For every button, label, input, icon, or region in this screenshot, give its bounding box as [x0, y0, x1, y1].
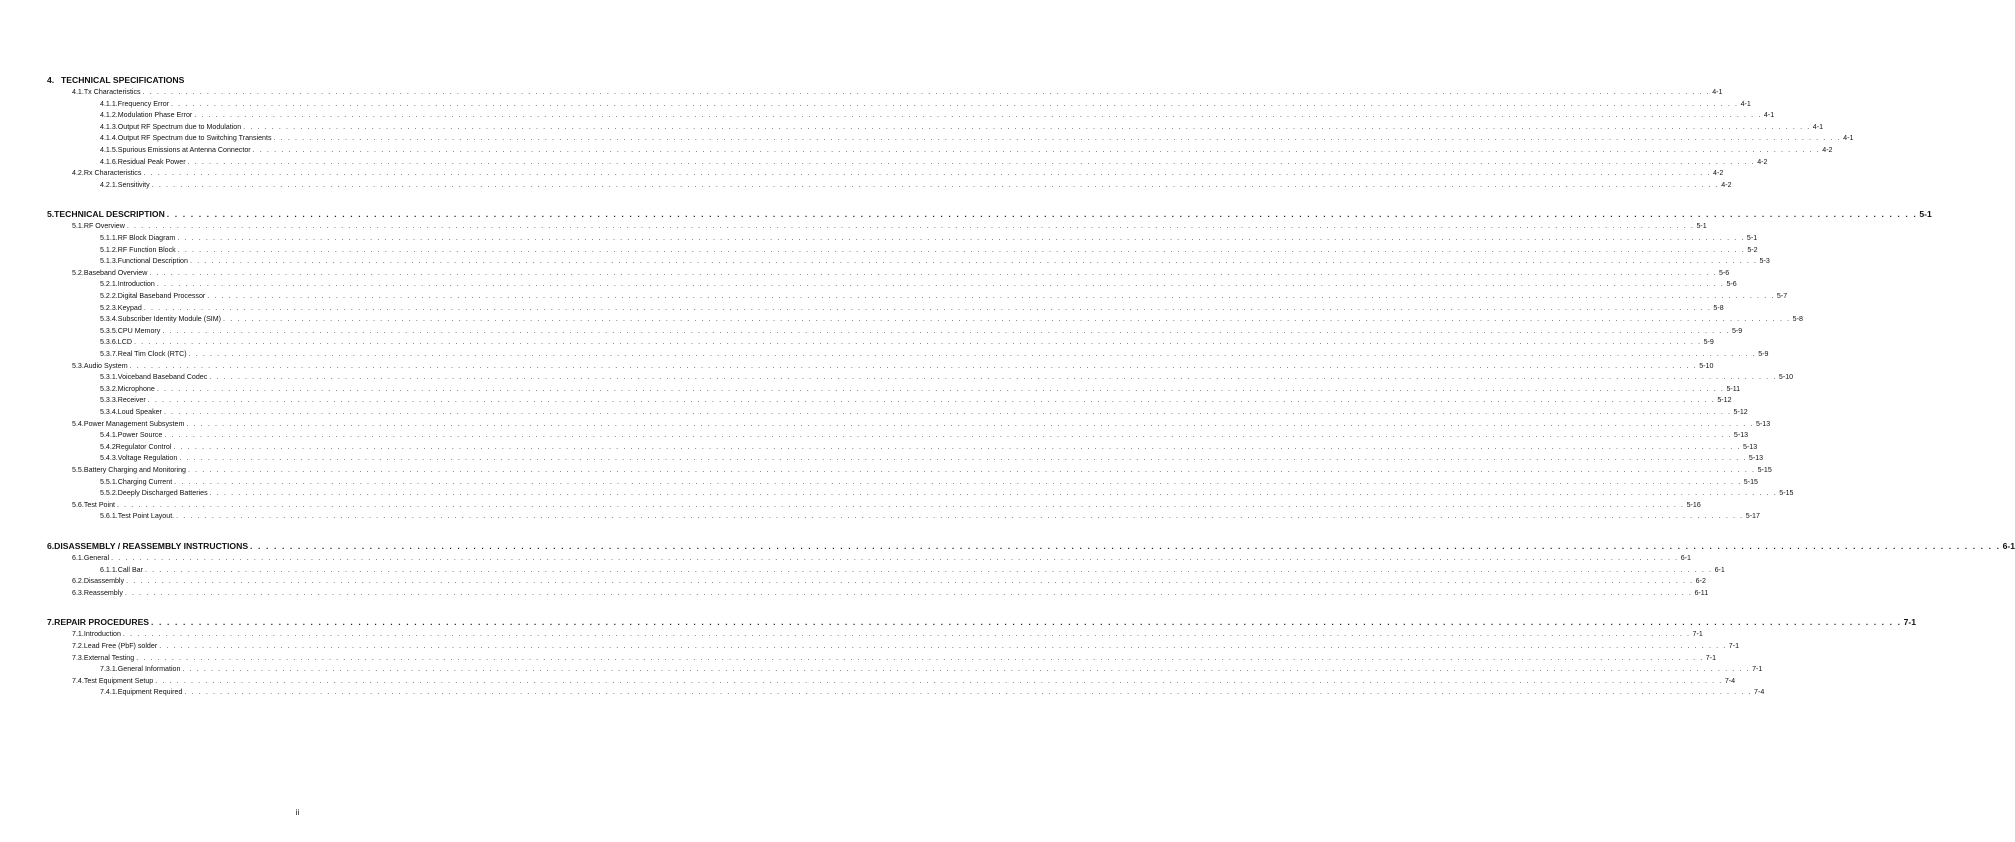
toc-entry-number: 7.3.	[72, 653, 84, 662]
page-number: ii	[295, 808, 300, 817]
toc-entry-number: 5.3.	[72, 361, 84, 370]
dot-leader: . . . . . . . . . . . . . . . . . . . . . . . . . . . . . . . . . . . . . . . . . . . . . . . . . . . . . . . . . . . . . . . . . . . . . . . . . . . . . . . . . . . . . . . . . . . . . . . . . . . . . . . . . . . . . . . . . . . . . . . . . . . . . . . . . . . . . . . . . . . . . . . . . . . . . . . . . . . . . . . . . . . . . . . . . . . . . . . . . . . . . . . . . . . . . . . . . . . . . . . . . . . . . . . . . . . . . . . . . . . .	[164, 431, 1732, 440]
toc-entry-title: Spurious Emissions at Antenna Connector	[117, 146, 251, 154]
toc-entry-number: 7.1.	[72, 630, 84, 639]
dot-leader: . . . . . . . . . . . . . . . . . . . . . . . . . . . . . . . . . . . . . . . . . . . . . . . . . . . . . . . . . . . . . . . . . . . . . . . . . . . . . . . . . . . . . . . . . . . . . . . . . . . . . . . . . . . . . . . . . . . . . . . . . . . . . . . . . . . . . . . . . . . . . . . . . . . . . . . . . . . . . . . . . . . . . . . . . . . . . . . . . . . . . . . . . . . . . . . . . . . . . . . . . . . . . . . . . . . . . . . . . . . .	[184, 688, 1753, 697]
toc-entry-number: 6.2.	[72, 577, 84, 586]
toc-entry-number: 5.1.2.	[100, 245, 118, 254]
toc-entry-number: 4.1.4.	[100, 134, 118, 143]
toc-entry-number: 5.2.2.	[100, 292, 118, 300]
toc-entry-page: 4-1	[1843, 134, 1854, 143]
toc-entry-title: Voltage Regulation	[117, 454, 178, 463]
dot-leader: . . . . . . . . . . . . . . . . . . . . . . . . . . . . . . . . . . . . . . . . . . . . . . . . . . . . . . . . . . . . . . . . . . . . . . . . . . . . . . . . . . . . . . . . . . . . . . . . . . . . . . . . . . . . . . . . . . . . . . . . . . . . . . . . . . . . . . . . . . . . . . . . . . . . . . . . . . . . . . . . . . . . . . . . . . . . . . . . . . . . . . . . . . . . . . . . . . . . . . . . . . . . . . . . . . . . . . . . . . . .	[207, 292, 1775, 300]
toc-entry-number: 5.1.	[72, 222, 84, 231]
toc-entry-page: 6-11	[1694, 588, 1709, 597]
dot-leader: . . . . . . . . . . . . . . . . . . . . . . . . . . . . . . . . . . . . . . . . . . . . . . . . . . . . . . . . . . . . . . . . . . . . . . . . . . . . . . . . . . . . . . . . . . . . . . . . . . . . . . . . . . . . . . . . . . . . . . . . . . . . . . . . . . . . . . . . . . . . . . . . . . . . . . . . . . . . . . . . . . . . . . . . . . . . . . . . . . . . . . . . . . . . . . . . . . . . . . . . . . . . . . . . . . . . . . . . . . . .	[177, 245, 1746, 254]
toc-entry-page: 5-17	[1745, 512, 1760, 521]
toc-entry-number: 5.5.	[72, 466, 84, 474]
toc-entry-page: 5-2	[1747, 245, 1758, 254]
toc-entry-title: DISASSEMBLY / REASSEMBLY INSTRUCTIONS	[54, 541, 249, 551]
toc-entry-5-4[interactable]	[72, 419, 1771, 428]
toc-entry-number: 4.1.3.	[100, 122, 118, 131]
toc-entry-title: CPU Memory	[117, 326, 161, 335]
toc-entry-page: 5-9	[1758, 350, 1769, 358]
toc-entry-number: 6.1.	[72, 554, 84, 562]
dot-leader: . . . . . . . . . . . . . . . . . . . . . . . . . . . . . . . . . . . . . . . . . . . . . . . . . . . . . . . . . . . . . . . . . . . . . . . . . . . . . . . . . . . . . . . . . . . . . . . . . . . . . . . . . . . . . . . . . . . . . . . . . . . . . . . . . . . . . . . . . . . . . . . . . . . . . . . . . . . . . . . . . . . . . . . . . . . . . . . . . . . . . . . . . . . . . . . . . . . . . . . . . . . . . . . . . . . . . . . . . . . .	[156, 384, 1725, 393]
toc-entry-page: 7-1	[1705, 653, 1717, 662]
toc-entry-title: Call Bar	[117, 565, 143, 574]
toc-entry-5-3-4[interactable]	[100, 315, 1803, 324]
toc-entry-6-2[interactable]	[72, 577, 1706, 586]
toc-entry-title: TECHNICAL SPECIFICATIONS	[61, 75, 185, 85]
dot-leader: . . . . . . . . . . . . . . . . . . . . . . . . . . . . . . . . . . . . . . . . . . . . . . . . . . . . . . . . . . . . . . . . . . . . . . . . . . . . . . . . . . . . . . . . . . . . . . . . . . . . . . . . . . . . . . . . . . . . . . . . . . . . . . . . . . . . . . . . . . . . . . . . . . . . . . . . . . . . . . . . . . . . . . . . . . . . . . . . . . . . . . . . . . . . . . . . . . . . . . . . . . . . . . . . . . . . . . . . . . . .	[126, 222, 1695, 231]
toc-entry-number: 6.3.	[72, 588, 84, 597]
toc-entry-5-6[interactable]	[72, 500, 1701, 509]
toc-entry-4-1-3[interactable]	[100, 122, 1824, 131]
toc-entry-page: 5-13	[1748, 454, 1764, 463]
dot-leader: . . . . . . . . . . . . . . . . . . . . . . . . . . . . . . . . . . . . . . . . . . . . . . . . . . . . . . . . . . . . . . . . . . . . . . . . . . . . . . . . . . . . . . . . . . . . . . . . . . . . . . . . . . . . . . . . . . . . . . . . . . . . . . . . . . . . . . . . . . . . . . . . . . . . . . . . . . . . . . . . . . . . . . . . . . . . . . . . . . . . . . . . . . . . . . . . . . . . . . . . . . . . . . . . . . . . . . . . . . . .	[252, 146, 1821, 154]
toc-entry-number: 4.1.5.	[100, 146, 118, 154]
toc-entry-title: TECHNICAL DESCRIPTION	[54, 209, 165, 220]
toc-entry-number: 5.3.6.	[100, 338, 118, 347]
toc-entry-page: 5-15	[1779, 489, 1794, 498]
toc-entry-title: Lead Free (PbF) solder	[83, 642, 158, 650]
toc-entry-title: Audio System	[83, 361, 128, 370]
toc-entry-4-1-4[interactable]	[100, 134, 1854, 143]
toc-entry-5-2-2[interactable]	[100, 292, 1788, 300]
toc-entry-number: 5.2.	[72, 268, 84, 277]
dot-leader: . . . . . . . . . . . . . . . . . . . . . . . . . . . . . . . . . . . . . . . . . . . . . . . . . . . . . . . . . . . . . . . . . . . . . . . . . . . . . . . . . . . . . . . . . . . . . . . . . . . . . . . . . . . . . . . . . . . . . . . . . . . . . . . . . . . . . . . . . . . . . . . . . . . . . . . . . . . . . . . . . . . . . . . . . . . . . . . . . . . . . . . . . . . . . . . . . . . . . . . . . . . . . . . . . . . . . . . . . . . .	[133, 338, 1702, 347]
dot-leader: . . . . . . . . . . . . . . . . . . . . . . . . . . . . . . . . . . . . . . . . . . . . . . . . . . . . . . . . . . . . . . . . . . . . . . . . . . . . . . . . . . . . . . . . . . . . . . . . . . . . . . . . . . . . . . . . . . . . . . . . . . . . . . . . . . . . . . . . . . . . . . . . . . . . . . . . . . . . . . . . . . . . . . . . . . . . . . . . . . . . . . . . . . . . . . . . . . . . . . . . . . . . . . . . . . . . . . . . . . . .	[182, 665, 1751, 674]
toc-entry-title: Sensitivity	[117, 180, 150, 189]
toc-entry-page: 7-1	[1692, 630, 1703, 639]
toc-entry-number: 6.	[47, 541, 55, 551]
toc-entry-page: 4-1	[1712, 88, 1723, 96]
toc-entry-number: 5.5.2.	[100, 489, 118, 498]
toc-entry-number: 7.3.1.	[100, 665, 118, 674]
toc-entry-title: Receiver	[117, 396, 146, 405]
toc-entry-number: 5.3.4.	[100, 315, 118, 324]
toc-entry-4-1[interactable]	[72, 88, 1723, 96]
dot-leader: . . . . . . . . . . . . . . . . . . . . . . . . . . . . . . . . . . . . . . . . . . . . . . . . . . . . . . . . . . . . . . . . . . . . . . . . . . . . . . . . . . . . . . . . . . . . . . . . . . . . . . . . . . . . . . . . . . . . . . . . . . . . . . . . . . . . . . . . . . . . . . . . . . . . . . . . . . . . . . . . . . . . . . . . . . . . . . . . . . . . . . . . . . . . . . . . . . . . . . . . . . . . . . . . . . . . . . . . . . . .	[162, 326, 1730, 335]
dot-leader: . . . . . . . . . . . . . . . . . . . . . . . . . . . . . . . . . . . . . . . . . . . . . . . . . . . . . . . . . . . . . . . . . . . . . . . . . . . . . . . . . . . . . . . . . . . . . . . . . . . . . . . . . . . . . . . . . . . . . . . . . . . . . . . . . . . . . . . . . . . . . . . . . . . . . . . . . . . . . . . . . . . . . . . . . . . . . . . . . . . . . . . . . . . . . . . . . . . . . . . . . . . . . . . . . . . . . . . . . . . .	[173, 442, 1741, 451]
toc-entry-number: 5.3.1.	[100, 373, 118, 382]
toc-entry-6-3[interactable]	[72, 588, 1709, 597]
dot-leader: . . . . . . . . . . . . . . . . . . . . . . . . . . . . . . . . . . . . . . . . . . . . . . . . . . . . . . . . . . . . . . . . . . . . . . . . . . . . . . . . . . . . . . . . . . . . . . . . . . . . . . . . . . . . . . . . . . . . . . . . . . . . . . . . . . . . . . . . . . . . . . . . . . . . . . . . . . . . . . . . . . . . . . . . . . . . . . . . . . . . . . . . . . . . . . . . . . . . . . . . . . . . . . . . . . . . . . . . . . . .	[151, 617, 1902, 628]
toc-entry-page: 5-15	[1743, 477, 1758, 486]
dot-leader: . . . . . . . . . . . . . . . . . . . . . . . . . . . . . . . . . . . . . . . . . . . . . . . . . . . . . . . . . . . . . . . . . . . . . . . . . . . . . . . . . . . . . . . . . . . . . . . . . . . . . . . . . . . . . . . . . . . . . . . . . . . . . . . . . . . . . . . . . . . . . . . . . . . . . . . . . . . . . . . . . . . . . . . . . . . . . . . . . . . . . . . . . . . . . . . . . . . . . . . . . . . . . . . . . . . . . . . . . . . .	[124, 588, 1693, 597]
toc-entry-6-1-1[interactable]	[100, 565, 1725, 574]
toc-entry-number: 5.1.3.	[100, 257, 118, 266]
toc-entry-page: 5-10	[1778, 373, 1794, 382]
dot-leader: . . . . . . . . . . . . . . . . . . . . . . . . . . . . . . . . . . . . . . . . . . . . . . . . . . . . . . . . . . . . . . . . . . . . . . . . . . . . . . . . . . . . . . . . . . . . . . . . . . . . . . . . . . . . . . . . . . . . . . . . . . . . . . . . . . . . . . . . . . . . . . . . . . . . . . . . . . . . . . . . . . . . . . . . . . . . . . . . . . . . . . . . . . . . . . . . . . . . . . . . . . . . . . . . . . . . . . . . . . . .	[174, 477, 1742, 486]
dot-leader: . . . . . . . . . . . . . . . . . . . . . . . . . . . . . . . . . . . . . . . . . . . . . . . . . . . . . . . . . . . . . . . . . . . . . . . . . . . . . . . . . . . . . . . . . . . . . . . . . . . . . . . . . . . . . . . . . . . . . . . . . . . . . . . . . . . . . . . . . . . . . . . . . . . . . . . . . . . . . . . . . . . . . . . . . . . . . . . . . . . . . . . . . . . . . . . . . . . . . . . . . . . . . . . . . . . . . . . . . . . .	[250, 541, 2001, 551]
toc-entry-number: 5.2.3.	[100, 303, 118, 312]
toc-entry-page: 6-1	[1680, 554, 1691, 562]
toc-entry-title: Voiceband Baseband Codec	[117, 373, 208, 382]
toc-entry-number: 6.1.1.	[100, 565, 118, 574]
toc-entry-page: 7-1	[1728, 642, 1740, 650]
toc-entry-page: 5-3	[1759, 257, 1770, 266]
toc-entry-4-2[interactable]	[72, 169, 1724, 178]
toc-entry-number: 7.4.1.	[100, 688, 118, 697]
toc-entry-page: 7-1	[1752, 665, 1763, 674]
toc-entry-5-5[interactable]	[72, 466, 1772, 474]
toc-entry-title: Test Equipment Setup	[83, 676, 154, 685]
dot-leader: . . . . . . . . . . . . . . . . . . . . . . . . . . . . . . . . . . . . . . . . . . . . . . . . . . . . . . . . . . . . . . . . . . . . . . . . . . . . . . . . . . . . . . . . . . . . . . . . . . . . . . . . . . . . . . . . . . . . . . . . . . . . . . . . . . . . . . . . . . . . . . . . . . . . . . . . . . . . . . . . . . . . . . . . . . . . . . . . . . . . . . . . . . . . . . . . . . . . . . . . . . . . . . . . . . . . . . . . . . . .	[143, 303, 1712, 312]
toc-entry-number: 5.4.3.	[100, 454, 118, 463]
toc-entry-number: 5.4.	[72, 419, 84, 428]
dot-leader: . . . . . . . . . . . . . . . . . . . . . . . . . . . . . . . . . . . . . . . . . . . . . . . . . . . . . . . . . . . . . . . . . . . . . . . . . . . . . . . . . . . . . . . . . . . . . . . . . . . . . . . . . . . . . . . . . . . . . . . . . . . . . . . . . . . . . . . . . . . . . . . . . . . . . . . . . . . . . . . . . . . . . . . . . . . . . . . . . . . . . . . . . . . . . . . . . . . . . . . . . . . . . . . . . . . . . . . . . . . .	[156, 280, 1725, 289]
toc-entry-title: Output RF Spectrum due to Switching Transients	[117, 134, 272, 143]
dot-leader: . . . . . . . . . . . . . . . . . . . . . . . . . . . . . . . . . . . . . . . . . . . . . . . . . . . . . . . . . . . . . . . . . . . . . . . . . . . . . . . . . . . . . . . . . . . . . . . . . . . . . . . . . . . . . . . . . . . . . . . . . . . . . . . . . . . . . . . . . . . . . . . . . . . . . . . . . . . . . . . . . . . . . . . . . . . . . . . . . . . . . . . . . . . . . . . . . . . . . . . . . . . . . . . . . . . . . . . . . . . .	[189, 257, 1758, 266]
toc-entry-page: 5-11	[1726, 384, 1741, 393]
dot-leader: . . . . . . . . . . . . . . . . . . . . . . . . . . . . . . . . . . . . . . . . . . . . . . . . . . . . . . . . . . . . . . . . . . . . . . . . . . . . . . . . . . . . . . . . . . . . . . . . . . . . . . . . . . . . . . . . . . . . . . . . . . . . . . . . . . . . . . . . . . . . . . . . . . . . . . . . . . . . . . . . . . . . . . . . . . . . . . . . . . . . . . . . . . . . . . . . . . . . . . . . . . . . . . . . . . . . . . . . . . . .	[163, 408, 1732, 416]
toc-entry-4-1-1[interactable]	[100, 99, 1751, 108]
toc-entry-title: RF Block Diagram	[117, 234, 176, 242]
toc-entry-title: LCD	[117, 338, 132, 347]
toc-entry-4[interactable]	[47, 75, 555, 85]
toc-entry-page: 5-7	[1776, 292, 1788, 300]
toc-entry-title: Reassembly	[83, 588, 123, 597]
toc-entry-number: 5.3.4.	[100, 408, 118, 416]
toc-entry-5-6-1[interactable]	[100, 512, 1760, 521]
toc-entry-title: Residual Peak Power	[117, 157, 186, 166]
dot-leader: . . . . . . . . . . . . . . . . . . . . . . . . . . . . . . . . . . . . . . . . . . . . . . . . . . . . . . . . . . . . . . . . . . . . . . . . . . . . . . . . . . . . . . . . . . . . . . . . . . . . . . . . . . . . . . . . . . . . . . . . . . . . . . . . . . . . . . . . . . . . . . . . . . . . . . . . . . . . . . . . . . . . . . . . . . . . . . . . . . . . . . . . . . . . . . . . . . . . . . . . . . . . . . . . . . . . . . . . . . . .	[171, 99, 1739, 108]
toc-entry-5-2-1[interactable]	[100, 280, 1737, 289]
toc-entry-page: 5-6	[1718, 268, 1730, 277]
toc-entry-page: 4-2	[1757, 157, 1768, 166]
toc-entry-4-1-2[interactable]	[100, 111, 1775, 120]
toc-entry-page: 5-13	[1743, 442, 1758, 451]
toc-entry-5-1-3[interactable]	[100, 257, 1770, 266]
toc-entry-page: 5-1	[1746, 234, 1758, 242]
toc-entry-title: Charging Current	[117, 477, 173, 486]
toc-entry-page: 4-2	[1721, 180, 1732, 189]
toc-entry-number: 7.	[47, 617, 55, 628]
toc-entry-7-3[interactable]	[72, 653, 1717, 662]
toc-entry-page: 5-1	[1919, 209, 1932, 220]
dot-leader: . . . . . . . . . . . . . . . . . . . . . . . . . . . . . . . . . . . . . . . . . . . . . . . . . . . . . . . . . . . . . . . . . . . . . . . . . . . . . . . . . . . . . . . . . . . . . . . . . . . . . . . . . . . . . . . . . . . . . . . . . . . . . . . . . . . . . . . . . . . . . . . . . . . . . . . . . . . . . . . . . . . . . . . . . . . . . . . . . . . . . . . . . . . . . . . . . . . . . . . . . . . . . . . . . . . . . . . . . . . .	[129, 361, 1698, 370]
toc-entry-4-2-1[interactable]	[100, 180, 1732, 189]
toc-entry-7-1[interactable]	[72, 630, 1703, 639]
dot-leader: . . . . . . . . . . . . . . . . . . . . . . . . . . . . . . . . . . . . . . . . . . . . . . . . . . . . . . . . . . . . . . . . . . . . . . . . . . . . . . . . . . . . . . . . . . . . . . . . . . . . . . . . . . . . . . . . . . . . . . . . . . . . . . . . . . . . . . . . . . . . . . . . . . . . . . . . . . . . . . . . . . . . . . . . . . . . . . . . . . . . . . . . . . . . . . . . . . . . . . . . . . . . . . . . . . . . . . . . . . . .	[243, 122, 1811, 131]
dot-leader: . . . . . . . . . . . . . . . . . . . . . . . . . . . . . . . . . . . . . . . . . . . . . . . . . . . . . . . . . . . . . . . . . . . . . . . . . . . . . . . . . . . . . . . . . . . . . . . . . . . . . . . . . . . . . . . . . . . . . . . . . . . . . . . . . . . . . . . . . . . . . . . . . . . . . . . . . . . . . . . . . . . . . . . . . . . . . . . . . . . . . . . . . . . . . . . . . . . . . . . . . . . . . . . . . . . . . . . . . . . .	[151, 180, 1720, 189]
toc-entry-title: Keypad	[117, 303, 142, 312]
toc-entry-title: Microphone	[117, 384, 155, 393]
toc-entry-5-3-2[interactable]	[100, 384, 1741, 393]
toc-entry-number: 5.2.1.	[100, 280, 118, 289]
toc-entry-5-4-3[interactable]	[100, 454, 1764, 463]
dot-leader: . . . . . . . . . . . . . . . . . . . . . . . . . . . . . . . . . . . . . . . . . . . . . . . . . . . . . . . . . . . . . . . . . . . . . . . . . . . . . . . . . . . . . . . . . . . . . . . . . . . . . . . . . . . . . . . . . . . . . . . . . . . . . . . . . . . . . . . . . . . . . . . . . . . . . . . . . . . . . . . . . . . . . . . . . . . . . . . . . . . . . . . . . . . . . . . . . . . . . . . . . . . . . . . . . . . . . . . . . . . .	[144, 565, 1713, 574]
toc-entry-6-1[interactable]	[72, 554, 1691, 562]
toc-entry-title: Deeply Discharged Batteries	[117, 489, 208, 498]
toc-entry-number: 5.1.1.	[100, 234, 118, 242]
dot-leader: . . . . . . . . . . . . . . . . . . . . . . . . . . . . . . . . . . . . . . . . . . . . . . . . . . . . . . . . . . . . . . . . . . . . . . . . . . . . . . . . . . . . . . . . . . . . . . . . . . . . . . . . . . . . . . . . . . . . . . . . . . . . . . . . . . . . . . . . . . . . . . . . . . . . . . . . . . . . . . . . . . . . . . . . . . . . . . . . . . . . . . . . . . . . . . . . . . . . . . . . . . . . . . . . . . . . . . . . . . . .	[209, 373, 1777, 382]
toc-entry-5-2[interactable]	[72, 268, 1730, 277]
toc-entry-5-1[interactable]	[72, 222, 1707, 231]
toc-entry-number: 5.4.2	[100, 442, 116, 451]
dot-leader: . . . . . . . . . . . . . . . . . . . . . . . . . . . . . . . . . . . . . . . . . . . . . . . . . . . . . . . . . . . . . . . . . . . . . . . . . . . . . . . . . . . . . . . . . . . . . . . . . . . . . . . . . . . . . . . . . . . . . . . . . . . . . . . . . . . . . . . . . . . . . . . . . . . . . . . . . . . . . . . . . . . . . . . . . . . . . . . . . . . . . . . . . . . . . . . . . . . . . . . . . . . . . . . . . . . . . . . . . . . .	[126, 577, 1694, 586]
dot-leader: . . . . . . . . . . . . . . . . . . . . . . . . . . . . . . . . . . . . . . . . . . . . . . . . . . . . . . . . . . . . . . . . . . . . . . . . . . . . . . . . . . . . . . . . . . . . . . . . . . . . . . . . . . . . . . . . . . . . . . . . . . . . . . . . . . . . . . . . . . . . . . . . . . . . . . . . . . . . . . . . . . . . . . . . . . . . . . . . . . . . . . . . . . . . . . . . . . . . . . . . . . . . . . . . . . . . . . . . . . . .	[187, 157, 1756, 166]
toc-entry-7-4-1[interactable]	[100, 688, 1765, 697]
toc-entry-5-3-1[interactable]	[100, 373, 1794, 382]
toc-entry-title: Functional Description	[117, 257, 188, 266]
toc-entry-number: 4.	[47, 75, 55, 85]
toc-entry-page: 5-15	[1757, 466, 1772, 474]
toc-entry-4-1-6[interactable]	[100, 157, 1768, 166]
toc-entry-4-1-5[interactable]	[100, 146, 1833, 154]
toc-entry-page: 7-4	[1724, 676, 1736, 685]
toc-entry-page: 5-1	[1696, 222, 1707, 231]
toc-entry-title: Frequency Error	[117, 99, 169, 108]
toc-entry-5-3[interactable]	[72, 361, 1714, 370]
toc-entry-number: 7.2.	[72, 642, 84, 650]
toc-entry-page: 5-10	[1699, 361, 1714, 370]
toc-entry-page: 5-8	[1713, 303, 1724, 312]
toc-entry-page: 5-12	[1733, 408, 1748, 416]
toc-entry-title: REPAIR PROCEDURES	[54, 617, 150, 628]
toc-entry-number: 5.3.7.	[100, 350, 118, 358]
dot-leader: . . . . . . . . . . . . . . . . . . . . . . . . . . . . . . . . . . . . . . . . . . . . . . . . . . . . . . . . . . . . . . . . . . . . . . . . . . . . . . . . . . . . . . . . . . . . . . . . . . . . . . . . . . . . . . . . . . . . . . . . . . . . . . . . . . . . . . . . . . . . . . . . . . . . . . . . . . . . . . . . . . . . . . . . . . . . . . . . . . . . . . . . . . . . . . . . . . . . . . . . . . . . . . . . . . . . . . . . . . . .	[143, 169, 1712, 178]
toc-entry-7-3-1[interactable]	[100, 665, 1763, 674]
dot-leader: . . . . . . . . . . . . . . . . . . . . . . . . . . . . . . . . . . . . . . . . . . . . . . . . . . . . . . . . . . . . . . . . . . . . . . . . . . . . . . . . . . . . . . . . . . . . . . . . . . . . . . . . . . . . . . . . . . . . . . . . . . . . . . . . . . . . . . . . . . . . . . . . . . . . . . . . . . . . . . . . . . . . . . . . . . . . . . . . . . . . . . . . . . . . . . . . . . . . . . . . . . . . . . . . . . . . . . . . . . . .	[159, 642, 1727, 650]
toc-entry-5-1-1[interactable]	[100, 234, 1758, 242]
dot-leader: . . . . . . . . . . . . . . . . . . . . . . . . . . . . . . . . . . . . . . . . . . . . . . . . . . . . . . . . . . . . . . . . . . . . . . . . . . . . . . . . . . . . . . . . . . . . . . . . . . . . . . . . . . . . . . . . . . . . . . . . . . . . . . . . . . . . . . . . . . . . . . . . . . . . . . . . . . . . . . . . . . . . . . . . . . . . . . . . . . . . . . . . . . . . . . . . . . . . . . . . . . . . . . . . . . . . . . . . . . . .	[194, 111, 1762, 120]
toc-entry-5-4-2[interactable]	[100, 442, 1758, 451]
toc-entry-5-4-1[interactable]	[100, 431, 1749, 440]
toc-entry-title: Battery Charging and Monitoring	[83, 466, 186, 474]
toc-entry-title: General Information	[117, 665, 181, 674]
toc-entry-title: Subscriber Identity Module (SIM)	[117, 315, 222, 324]
toc-entry-number: 5.6.	[72, 500, 84, 509]
toc-entry-page: 4-1	[1812, 122, 1824, 131]
toc-entry-page: 5-13	[1733, 431, 1749, 440]
toc-entry-5-2-3[interactable]	[100, 303, 1724, 312]
toc-entry-title: Modulation Phase Error	[117, 111, 193, 120]
toc-entry-number: 4.1.2.	[100, 111, 118, 120]
dot-leader: . . . . . . . . . . . . . . . . . . . . . . . . . . . . . . . . . . . . . . . . . . . . . . . . . . . . . . . . . . . . . . . . . . . . . . . . . . . . . . . . . . . . . . . . . . . . . . . . . . . . . . . . . . . . . . . . . . . . . . . . . . . . . . . . . . . . . . . . . . . . . . . . . . . . . . . . . . . . . . . . . . . . . . . . . . . . . . . . . . . . . . . . . . . . . . . . . . . . . . . . . . . . . . . . . . . . . . . . . . . .	[155, 676, 1723, 685]
toc-entry-number: 5.5.1.	[100, 477, 118, 486]
dot-leader: . . . . . . . . . . . . . . . . . . . . . . . . . . . . . . . . . . . . . . . . . . . . . . . . . . . . . . . . . . . . . . . . . . . . . . . . . . . . . . . . . . . . . . . . . . . . . . . . . . . . . . . . . . . . . . . . . . . . . . . . . . . . . . . . . . . . . . . . . . . . . . . . . . . . . . . . . . . . . . . . . . . . . . . . . . . . . . . . . . . . . . . . . . . . . . . . . . . . . . . . . . . . . . . . . . . . . . . . . . . .	[179, 454, 1747, 463]
toc-entry-5-1-2[interactable]	[100, 245, 1758, 254]
toc-entry-5-3-3[interactable]	[100, 396, 1732, 405]
dot-leader: . . . . . . . . . . . . . . . . . . . . . . . . . . . . . . . . . . . . . . . . . . . . . . . . . . . . . . . . . . . . . . . . . . . . . . . . . . . . . . . . . . . . . . . . . . . . . . . . . . . . . . . . . . . . . . . . . . . . . . . . . . . . . . . . . . . . . . . . . . . . . . . . . . . . . . . . . . . . . . . . . . . . . . . . . . . . . . . . . . . . . . . . . . . . . . . . . . . . . . . . . . . . . . . . . . . . . . . . . . . .	[176, 512, 1744, 521]
toc-entry-page: 6-1	[1714, 565, 1725, 574]
toc-entry-page: 5-6	[1726, 280, 1737, 289]
toc-entry-page: 7-4	[1754, 688, 1765, 697]
toc-entry-title: Introduction	[117, 280, 155, 289]
toc-entry-number: 5.	[47, 209, 55, 220]
toc-entry-page: 6-2	[1695, 577, 1706, 586]
toc-entry-title: Output RF Spectrum due to Modulation	[117, 122, 242, 131]
dot-leader: . . . . . . . . . . . . . . . . . . . . . . . . . . . . . . . . . . . . . . . . . . . . . . . . . . . . . . . . . . . . . . . . . . . . . . . . . . . . . . . . . . . . . . . . . . . . . . . . . . . . . . . . . . . . . . . . . . . . . . . . . . . . . . . . . . . . . . . . . . . . . . . . . . . . . . . . . . . . . . . . . . . . . . . . . . . . . . . . . . . . . . . . . . . . . . . . . . . . . . . . . . . . . . . . . . . . . . . . . . . .	[187, 466, 1756, 474]
dot-leader: . . . . . . . . . . . . . . . . . . . . . . . . . . . . . . . . . . . . . . . . . . . . . . . . . . . . . . . . . . . . . . . . . . . . . . . . . . . . . . . . . . . . . . . . . . . . . . . . . . . . . . . . . . . . . . . . . . . . . . . . . . . . . . . . . . . . . . . . . . . . . . . . . . . . . . . . . . . . . . . . . . . . . . . . . . . . . . . . . . . . . . . . . . . . . . . . . . . . . . . . . . . . . . . . . . . . . . . . . . . .	[223, 315, 1791, 324]
toc-entry-number: 4.1.1.	[100, 99, 118, 108]
toc-entry-title: Real Tim Clock (RTC)	[117, 350, 187, 358]
dot-leader: . . . . . . . . . . . . . . . . . . . . . . . . . . . . . . . . . . . . . . . . . . . . . . . . . . . . . . . . . . . . . . . . . . . . . . . . . . . . . . . . . . . . . . . . . . . . . . . . . . . . . . . . . . . . . . . . . . . . . . . . . . . . . . . . . . . . . . . . . . . . . . . . . . . . . . . . . . . . . . . . . . . . . . . . . . . . . . . . . . . . . . . . . . . . . . . . . . . . . . . . . . . . . . . . . . . . . . . . . . . .	[122, 630, 1691, 639]
toc-entry-page: 5-9	[1731, 326, 1743, 335]
toc-entry-page: 5-9	[1703, 338, 1714, 347]
toc-entry-number: 5.6.1.	[100, 512, 118, 521]
toc-entry-page: 7-1	[1903, 617, 1917, 628]
toc-entry-title: Digital Baseband Processor	[117, 292, 206, 300]
toc-entry-5[interactable]	[47, 209, 1932, 220]
toc-entry-5-3-4[interactable]	[100, 408, 1748, 416]
dot-leader: . . . . . . . . . . . . . . . . . . . . . . . . . . . . . . . . . . . . . . . . . . . . . . . . . . . . . . . . . . . . . . . . . . . . . . . . . . . . . . . . . . . . . . . . . . . . . . . . . . . . . . . . . . . . . . . . . . . . . . . . . . . . . . . . . . . . . . . . . . . . . . . . . . . . . . . . . . . . . . . . . . . . . . . . . . . . . . . . . . . . . . . . . . . . . . . . . . . . . . . . . . . . . . . . . . . . . . . . . . . .	[117, 500, 1685, 509]
dot-leader: . . . . . . . . . . . . . . . . . . . . . . . . . . . . . . . . . . . . . . . . . . . . . . . . . . . . . . . . . . . . . . . . . . . . . . . . . . . . . . . . . . . . . . . . . . . . . . . . . . . . . . . . . . . . . . . . . . . . . . . . . . . . . . . . . . . . . . . . . . . . . . . . . . . . . . . . . . . . . . . . . . . . . . . . . . . . . . . . . . . . . . . . . . . . . . . . . . . . . . . . . . . . . . . . . . . . . . . . . . . .	[188, 350, 1757, 358]
toc-entry-5-3-6[interactable]	[100, 338, 1714, 347]
toc-entry-title: Regulator Control	[115, 442, 172, 451]
toc-entry-number: 4.2.1.	[100, 180, 118, 189]
dot-leader: . . . . . . . . . . . . . . . . . . . . . . . . . . . . . . . . . . . . . . . . . . . . . . . . . . . . . . . . . . . . . . . . . . . . . . . . . . . . . . . . . . . . . . . . . . . . . . . . . . . . . . . . . . . . . . . . . . . . . . . . . . . . . . . . . . . . . . . . . . . . . . . . . . . . . . . . . . . . . . . . . . . . . . . . . . . . . . . . . . . . . . . . . . . . . . . . . . . . . . . . . . . . . . . . . . . . . . . . . . . .	[166, 209, 1918, 220]
toc-entry-7-4[interactable]	[72, 676, 1736, 685]
dot-leader: . . . . . . . . . . . . . . . . . . . . . . . . . . . . . . . . . . . . . . . . . . . . . . . . . . . . . . . . . . . . . . . . . . . . . . . . . . . . . . . . . . . . . . . . . . . . . . . . . . . . . . . . . . . . . . . . . . . . . . . . . . . . . . . . . . . . . . . . . . . . . . . . . . . . . . . . . . . . . . . . . . . . . . . . . . . . . . . . . . . . . . . . . . . . . . . . . . . . . . . . . . . . . . . . . . . . . . . . . . . .	[147, 396, 1716, 405]
toc-entry-page: 5-16	[1686, 500, 1701, 509]
toc-entry-title: Tx Characteristics	[83, 88, 141, 96]
toc-entry-title: General	[83, 554, 110, 562]
dot-leader: . . . . . . . . . . . . . . . . . . . . . . . . . . . . . . . . . . . . . . . . . . . . . . . . . . . . . . . . . . . . . . . . . . . . . . . . . . . . . . . . . . . . . . . . . . . . . . . . . . . . . . . . . . . . . . . . . . . . . . . . . . . . . . . . . . . . . . . . . . . . . . . . . . . . . . . . . . . . . . . . . . . . . . . . . . . . . . . . . . . . . . . . . . . . . . . . . . . . . . . . . . . . . . . . . . . . . . . . . . . .	[136, 653, 1704, 662]
toc-entry-page: 5-12	[1717, 396, 1732, 405]
dot-leader: . . . . . . . . . . . . . . . . . . . . . . . . . . . . . . . . . . . . . . . . . . . . . . . . . . . . . . . . . . . . . . . . . . . . . . . . . . . . . . . . . . . . . . . . . . . . . . . . . . . . . . . . . . . . . . . . . . . . . . . . . . . . . . . . . . . . . . . . . . . . . . . . . . . . . . . . . . . . . . . . . . . . . . . . . . . . . . . . . . . . . . . . . . . . . . . . . . . . . . . . . . . . . . . . . . . . . . . . . . . .	[111, 554, 1679, 562]
toc-entry-title: Rx Characteristics	[83, 169, 142, 178]
toc-entry-5-3-7[interactable]	[100, 350, 1769, 358]
toc-entry-number: 4.1.6.	[100, 157, 118, 166]
toc-entry-number: 5.3.2.	[100, 384, 118, 393]
toc-entry-page: 4-1	[1763, 111, 1775, 120]
dot-leader: . . . . . . . . . . . . . . . . . . . . . . . . . . . . . . . . . . . . . . . . . . . . . . . . . . . . . . . . . . . . . . . . . . . . . . . . . . . . . . . . . . . . . . . . . . . . . . . . . . . . . . . . . . . . . . . . . . . . . . . . . . . . . . . . . . . . . . . . . . . . . . . . . . . . . . . . . . . . . . . . . . . . . . . . . . . . . . . . . . . . . . . . . . . . . . . . . . . . . . . . . . . . . . . . . . . . . . . . . . . .	[209, 489, 1778, 498]
toc-entry-7[interactable]	[47, 617, 1917, 628]
toc-entry-5-5-2[interactable]	[100, 489, 1794, 498]
dot-leader: . . . . . . . . . . . . . . . . . . . . . . . . . . . . . . . . . . . . . . . . . . . . . . . . . . . . . . . . . . . . . . . . . . . . . . . . . . . . . . . . . . . . . . . . . . . . . . . . . . . . . . . . . . . . . . . . . . . . . . . . . . . . . . . . . . . . . . . . . . . . . . . . . . . . . . . . . . . . . . . . . . . . . . . . . . . . . . . . . . . . . . . . . . . . . . . . . . . . . . . . . . . . . . . . . . . . . . . . . . . .	[177, 234, 1745, 242]
dot-leader: . . . . . . . . . . . . . . . . . . . . . . . . . . . . . . . . . . . . . . . . . . . . . . . . . . . . . . . . . . . . . . . . . . . . . . . . . . . . . . . . . . . . . . . . . . . . . . . . . . . . . . . . . . . . . . . . . . . . . . . . . . . . . . . . . . . . . . . . . . . . . . . . . . . . . . . . . . . . . . . . . . . . . . . . . . . . . . . . . . . . . . . . . . . . . . . . . . . . . . . . . . . . . . . . . . . . . . . . . . . .	[186, 419, 1754, 428]
toc-entry-page: 5-13	[1756, 419, 1771, 428]
toc-entry-6[interactable]	[47, 541, 2015, 551]
toc-entry-title: Power Management Subsystem	[83, 419, 185, 428]
toc-entry-7-2[interactable]	[72, 642, 1740, 650]
toc-entry-title: External Testing	[83, 653, 135, 662]
toc-entry-number: 4.2.	[72, 169, 84, 178]
toc-entry-page: 5-8	[1792, 315, 1803, 324]
toc-entry-number: 5.3.5.	[100, 326, 118, 335]
toc-entry-title: RF Overview	[83, 222, 125, 231]
dot-leader: . . . . . . . . . . . . . . . . . . . . . . . . . . . . . . . . . . . . . . . . . . . . . . . . . . . . . . . . . . . . . . . . . . . . . . . . . . . . . . . . . . . . . . . . . . . . . . . . . . . . . . . . . . . . . . . . . . . . . . . . . . . . . . . . . . . . . . . . . . . . . . . . . . . . . . . . . . . . . . . . . . . . . . . . . . . . . . . . . . . . . . . . . . . . . . . . . . . . . . . . . . . . . . . . . . . . . . . . . . . .	[142, 88, 1711, 96]
dot-leader: . . . . . . . . . . . . . . . . . . . . . . . . . . . . . . . . . . . . . . . . . . . . . . . . . . . . . . . . . . . . . . . . . . . . . . . . . . . . . . . . . . . . . . . . . . . . . . . . . . . . . . . . . . . . . . . . . . . . . . . . . . . . . . . . . . . . . . . . . . . . . . . . . . . . . . . . . . . . . . . . . . . . . . . . . . . . . . . . . . . . . . . . . . . . . . . . . . . . . . . . . . . . . . . . . . . . . . . . . . . .	[273, 134, 1842, 143]
toc-entry-title: Loud Speaker	[117, 408, 162, 416]
toc-entry-page: 4-2	[1822, 146, 1833, 154]
toc-entry-title: Introduction	[83, 630, 121, 639]
toc-entry-page: 6-1	[2002, 541, 2015, 551]
toc-entry-title: Equipment Required	[117, 688, 183, 697]
toc-entry-number: 4.1.	[72, 88, 84, 96]
toc-entry-title: RF Function Block	[117, 245, 176, 254]
toc-entry-number: 5.4.1.	[100, 431, 118, 440]
toc-entry-title: Test Point Layout.	[117, 512, 175, 521]
toc-entry-5-3-5[interactable]	[100, 326, 1743, 335]
toc-entry-title: Disassembly	[83, 577, 125, 586]
toc-entry-5-5-1[interactable]	[100, 477, 1758, 486]
toc-entry-page: 4-2	[1713, 169, 1724, 178]
toc-entry-title: Baseband Overview	[83, 268, 148, 277]
toc-entry-number: 5.3.3.	[100, 396, 118, 405]
toc-entry-page: 4-1	[1740, 99, 1751, 108]
toc-entry-title: Test Point	[83, 500, 115, 509]
toc-entry-title: Power Source	[117, 431, 163, 440]
dot-leader: . . . . . . . . . . . . . . . . . . . . . . . . . . . . . . . . . . . . . . . . . . . . . . . . . . . . . . . . . . . . . . . . . . . . . . . . . . . . . . . . . . . . . . . . . . . . . . . . . . . . . . . . . . . . . . . . . . . . . . . . . . . . . . . . . . . . . . . . . . . . . . . . . . . . . . . . . . . . . . . . . . . . . . . . . . . . . . . . . . . . . . . . . . . . . . . . . . . . . . . . . . . . . . . . . . . . . . . . . . . .	[149, 268, 1717, 277]
toc-entry-number: 7.4.	[72, 676, 84, 685]
